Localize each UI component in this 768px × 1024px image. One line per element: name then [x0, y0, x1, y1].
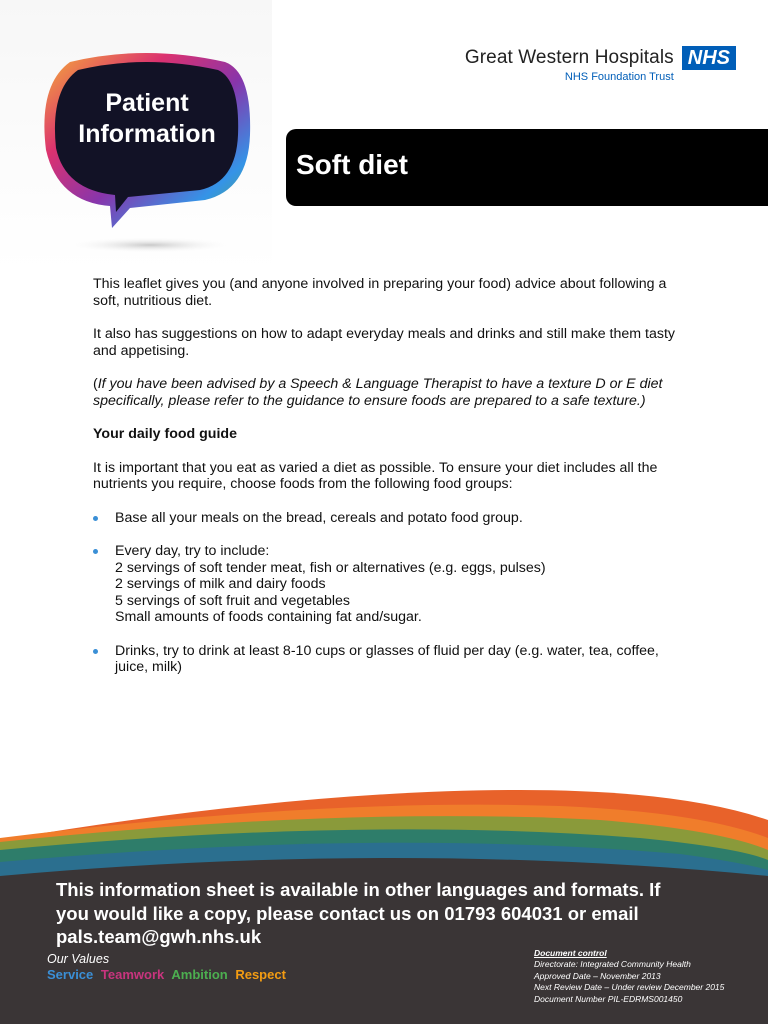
title-bar	[286, 129, 768, 206]
bullet-icon	[93, 649, 98, 654]
intro-paragraph: This leaflet gives you (and anyone involved in preparing your food) advice about following a soft, nutritious diet.	[93, 276, 667, 309]
bullet-icon	[93, 549, 98, 554]
bubble-title	[48, 88, 246, 150]
list-item-line: 2 servings of milk and dairy foods	[115, 576, 326, 592]
list-item-text: Base all your meals on the bread, cereals and potato food group.	[115, 509, 523, 526]
org-name: Great Western Hospitals	[464, 47, 674, 68]
our-values	[47, 952, 290, 983]
list-item	[93, 510, 683, 527]
nhs-badge: NHS	[682, 46, 736, 70]
values-title: Our Values	[47, 952, 110, 966]
value-respect: Respect	[235, 967, 286, 982]
list-item	[93, 543, 683, 626]
values-list	[47, 967, 290, 983]
bullet-icon	[93, 516, 98, 521]
guide-paragraph: It is important that you eat as varied a diet as possible. To ensure your diet includes all the nutrients you require, choose foods from the following food groups:	[93, 459, 658, 492]
value-ambition: Ambition	[171, 967, 228, 982]
document-control	[534, 948, 724, 1005]
list-item	[93, 643, 683, 676]
value-service: Service	[47, 967, 94, 982]
section-heading: Your daily food guide	[93, 426, 237, 442]
doc-control-line: Directorate: Integrated Community Health	[534, 959, 691, 970]
speech-bubble-icon	[30, 40, 260, 260]
food-guide-list	[93, 510, 683, 676]
note-paren: (	[93, 376, 98, 392]
list-item-line: Every day, try to include:	[115, 543, 270, 559]
page-title: Soft diet	[296, 149, 408, 180]
doc-control-line: Document Number PIL-EDRMS001450	[534, 993, 683, 1004]
accessibility-info: This information sheet is available in other languages and formats. If you would like a copy, please contact us on 01793 604031 or email pals.team@gwh.nhs.uk	[56, 879, 661, 947]
bubble-title-line: Information	[78, 120, 216, 148]
patient-information-bubble	[0, 0, 272, 272]
leaflet-body	[93, 276, 683, 693]
list-item-line: 2 servings of soft tender meat, fish or alternatives (e.g. eggs, pulses)	[115, 559, 546, 576]
value-teamwork: Teamwork	[100, 967, 165, 982]
list-item-text: Drinks, try to drink at least 8-10 cups or glasses of fluid per day (e.g. water, tea, coffee, juice, milk)	[115, 642, 659, 675]
note-paragraph	[93, 376, 683, 409]
doc-control-line: Approved Date – November 2013	[534, 970, 661, 981]
list-item-line: Small amounts of foods containing fat and/sugar.	[115, 609, 422, 625]
gwh-nhs-logo	[465, 46, 736, 84]
org-trust: NHS Foundation Trust	[564, 71, 674, 83]
logo-text	[465, 46, 674, 84]
intro-paragraph: It also has suggestions on how to adapt everyday meals and drinks and still make them tasty and appetising.	[93, 326, 675, 359]
doc-control-title: Document control	[534, 948, 607, 958]
list-item-line: 5 servings of soft fruit and vegetables	[115, 592, 351, 609]
doc-control-line: Next Review Date – Under review December 2015	[534, 982, 725, 993]
note-italic: If you have been advised by a Speech & Language Therapist to have a texture D or E diet specifically, please refer to the guidance to ensure foods are prepared to a safe texture.)	[93, 376, 663, 409]
bubble-title-line: Patient	[105, 89, 189, 117]
